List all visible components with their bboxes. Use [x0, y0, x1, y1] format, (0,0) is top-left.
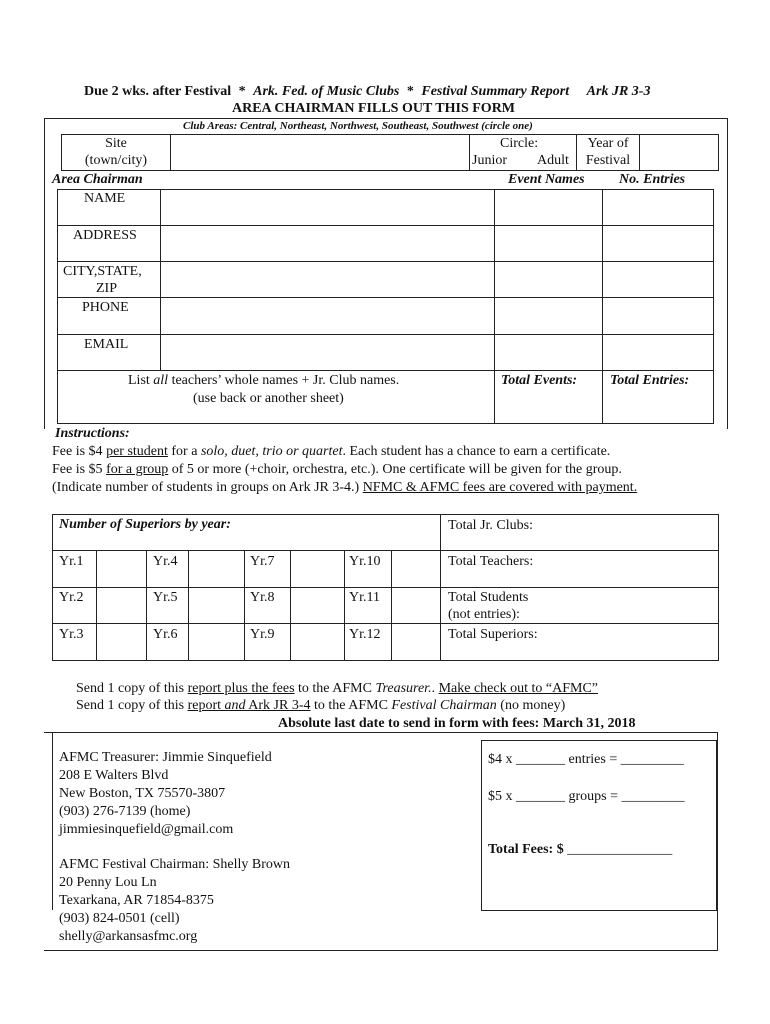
star-separator: * — [238, 84, 246, 99]
form-subtitle: AREA CHAIRMAN FILLS OUT THIS FORM — [232, 101, 516, 116]
year-cell: Yr.1 — [59, 554, 84, 569]
total-clubs-label: Total Jr. Clubs: — [448, 518, 533, 533]
report-title: Festival Summary Report — [421, 84, 570, 99]
send-line-1: Send 1 copy of this report plus the fees to the AFMC Treasurer.. Make check out to “AFMC” — [76, 681, 599, 696]
year-cell: Yr.3 — [59, 627, 84, 642]
teachers-list-note-sub: (use back or another sheet) — [193, 391, 344, 406]
site-label: Site — [105, 136, 127, 151]
year-cell: Yr.11 — [349, 590, 380, 605]
no-entries-heading: No. Entries — [619, 172, 686, 187]
phone-label: PHONE — [82, 300, 129, 315]
total-fees-line[interactable] — [488, 842, 672, 859]
form-code: Ark JR 3-3 — [586, 84, 651, 99]
total-students-sub: (not entries): — [448, 607, 520, 622]
year-cell: Yr.2 — [59, 590, 84, 605]
total-events-label: Total Events: — [501, 373, 578, 388]
header-line-1 — [84, 84, 650, 101]
groups-fee-line[interactable]: $5 x _______ groups = _________ — [488, 789, 685, 804]
year-cell: Yr.9 — [250, 627, 275, 642]
instruction-line-1: Fee is $4 per student for a solo, duet, trio or quartet. Each student has a chance to earn a certificate. — [52, 444, 611, 459]
address-input[interactable] — [161, 226, 493, 260]
teachers-list-note: List all teachers’ whole names + Jr. Club names. — [128, 373, 400, 388]
total-teachers-label: Total Teachers: — [448, 554, 534, 569]
total-fees-blank[interactable]: _______________ — [563, 842, 673, 857]
due-text: Due 2 wks. after Festival — [84, 84, 232, 99]
year-cell: Yr.12 — [349, 627, 381, 642]
year-cell: Yr.7 — [250, 554, 275, 569]
city-label: CITY,STATE, — [63, 264, 142, 279]
zip-label: ZIP — [96, 281, 117, 296]
site-input[interactable] — [170, 134, 470, 171]
circle-label: Circle: — [500, 136, 539, 151]
treasurer-street: 208 E Walters Blvd — [59, 768, 169, 783]
total-fees-label: Total Fees: $ — [488, 842, 564, 857]
year-cell: Yr.6 — [153, 627, 178, 642]
festival-chairman-address — [59, 856, 290, 946]
chairman-email: shelly@arkansasfmc.org — [59, 929, 198, 944]
address-label: ADDRESS — [73, 228, 137, 243]
year-cell: Yr.8 — [250, 590, 275, 605]
chairman-city: Texarkana, AR 71854-8375 — [59, 893, 214, 908]
total-students-label: Total Students — [448, 590, 529, 605]
total-superiors-label: Total Superiors: — [448, 627, 538, 642]
treasurer-email: jimmiesinquefield@gmail.com — [59, 822, 234, 837]
year-label: Year of — [587, 136, 629, 151]
send-line-2: Send 1 copy of this report and Ark JR 3-4 to the AFMC Festival Chairman (no money) — [76, 698, 566, 713]
club-areas: Club Areas: Central, Northeast, Northwest, Southeast, Southwest (circle one) — [183, 120, 533, 132]
org-name: Ark. Fed. of Music Clubs — [253, 84, 400, 99]
superiors-title: Number of Superiors by year: — [59, 517, 231, 532]
deadline: Absolute last date to send in form with fees: March 31, 2018 — [278, 716, 636, 731]
treasurer-name: AFMC Treasurer: Jimmie Sinquefield — [59, 750, 272, 765]
chairman-phone: (903) 824-0501 (cell) — [59, 911, 180, 926]
name-input[interactable] — [161, 190, 493, 224]
entries-fee-line[interactable]: $4 x _______ entries = _________ — [488, 752, 684, 767]
email-label: EMAIL — [84, 337, 129, 352]
star-separator: * — [406, 84, 414, 99]
city-input[interactable] — [161, 262, 493, 296]
year-cell: Yr.4 — [153, 554, 178, 569]
year-cell: Yr.10 — [349, 554, 381, 569]
year-label-sub: Festival — [585, 153, 631, 168]
treasurer-city: New Boston, TX 75570-3807 — [59, 786, 226, 801]
chairman-name: AFMC Festival Chairman: Shelly Brown — [59, 857, 290, 872]
treasurer-address — [59, 749, 272, 839]
treasurer-phone: (903) 276-7139 (home) — [59, 804, 191, 819]
email-input[interactable] — [161, 335, 493, 369]
year-input[interactable] — [639, 134, 719, 171]
name-label: NAME — [84, 191, 126, 206]
phone-input[interactable] — [161, 298, 493, 333]
chairman-street: 20 Penny Lou Ln — [59, 875, 157, 890]
total-entries-label: Total Entries: — [610, 373, 690, 388]
circle-adult[interactable]: Adult — [537, 153, 569, 168]
event-names-heading: Event Names — [508, 172, 585, 187]
site-label-sub: (town/city) — [84, 153, 148, 168]
instruction-line-3: (Indicate number of students in groups on Ark JR 3-4.) NFMC & AFMC fees are covered with payment. — [52, 480, 638, 495]
instruction-line-2: Fee is $5 for a group of 5 or more (+choir, orchestra, etc.). One certificate will be given for the group. — [52, 462, 622, 477]
circle-junior[interactable]: Junior — [472, 153, 507, 168]
area-chairman-heading: Area Chairman — [52, 172, 143, 187]
instructions-title: Instructions: — [55, 426, 130, 441]
year-cell: Yr.5 — [153, 590, 178, 605]
